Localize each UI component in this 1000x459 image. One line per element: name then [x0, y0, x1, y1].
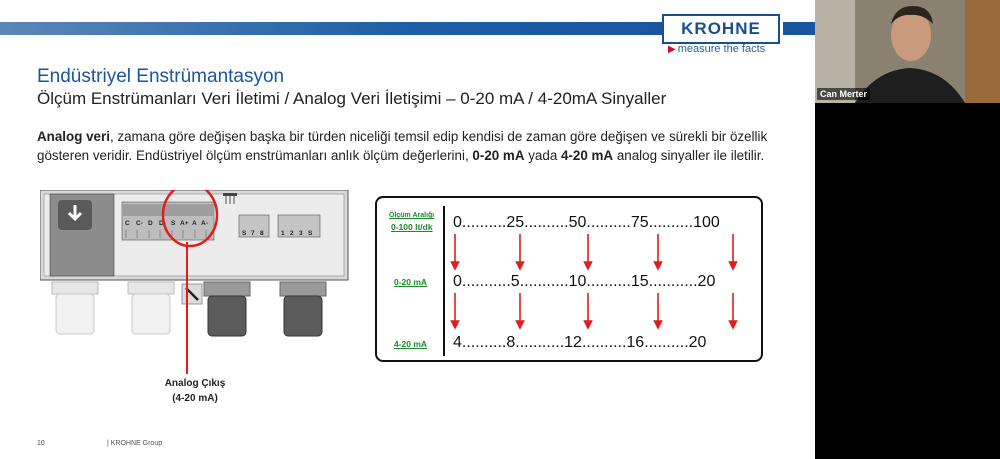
description-paragraph	[37, 127, 797, 165]
para-text-2: yada	[524, 148, 561, 163]
analog-leader-line	[180, 242, 192, 374]
analog-label-line1: Analog Çıkış	[164, 378, 226, 389]
label-0-20ma: 0-20 mA	[394, 277, 428, 287]
mapping-arrows	[447, 232, 747, 332]
header-bar-right	[783, 22, 815, 35]
mapping-divider	[443, 206, 445, 356]
row-0-20ma: 0...........5...........10..........15...........20	[453, 273, 716, 290]
terminal-label: 8	[260, 230, 264, 237]
terminal-label: D-	[159, 220, 166, 227]
terminal-label: 1	[281, 230, 285, 237]
terminal-label: S	[242, 230, 247, 237]
row-flow: 0..........25..........50..........75..........100	[453, 214, 720, 231]
label-flow-units: 0-100 lt/dk	[391, 222, 433, 232]
terminal-label: A	[192, 220, 197, 227]
label-4-20ma: 4-20 mA	[394, 339, 428, 349]
terminal-label: 2	[290, 230, 294, 237]
terminal-label: D	[148, 220, 153, 227]
terminal-label: A-	[201, 220, 208, 227]
para-text-3: analog sinyaller ile iletilir.	[613, 148, 765, 163]
terminal-label: S	[171, 220, 176, 227]
terminal-label: 7	[251, 230, 255, 237]
slide-subtitle: Ölçüm Enstrümanları Veri İletimi / Analog Veri İletişimi – 0-20 mA / 4-20mA Sinyaller	[37, 89, 667, 108]
analog-output-label	[155, 376, 235, 406]
terminal-label: 3	[299, 230, 303, 237]
para-bold-1: Analog veri	[37, 129, 110, 144]
terminal-label: C	[125, 220, 130, 227]
slide-number: 10	[37, 440, 45, 447]
logo-text: KROHNE	[681, 19, 761, 38]
tagline-text: measure the facts	[677, 43, 766, 55]
terminal-label: S	[308, 230, 313, 237]
analog-label-line2: (4-20 mA)	[172, 393, 218, 404]
row-4-20ma: 4..........8...........12..........16..........20	[453, 334, 707, 351]
tagline-arrow-icon: ▶	[668, 44, 676, 55]
para-bold-2: 0-20 mA	[472, 148, 525, 163]
krohne-logo	[662, 14, 780, 44]
para-bold-3: 4-20 mA	[561, 148, 614, 163]
tagline	[668, 43, 765, 55]
header-bar	[0, 22, 663, 35]
device-illustration	[40, 190, 350, 345]
participant-name: Can Merter	[817, 88, 870, 100]
para-text-1: , zamana göre değişen başka bir türden niceliği temsil edip kendisi de zaman göre değişen ve sürekli bir özellik gösteren veridir. Endüstriyel ölçüm enstrümanları anlık ölçüm değerlerini,	[37, 129, 768, 163]
label-flow-range: Ölçüm Aralığı	[389, 212, 435, 219]
footer-org: | KROHNE Group	[107, 440, 163, 447]
terminal-label: A+	[180, 220, 189, 227]
slide-title: Endüstriyel Enstrümantasyon	[37, 66, 285, 87]
terminal-label: C-	[136, 220, 143, 227]
